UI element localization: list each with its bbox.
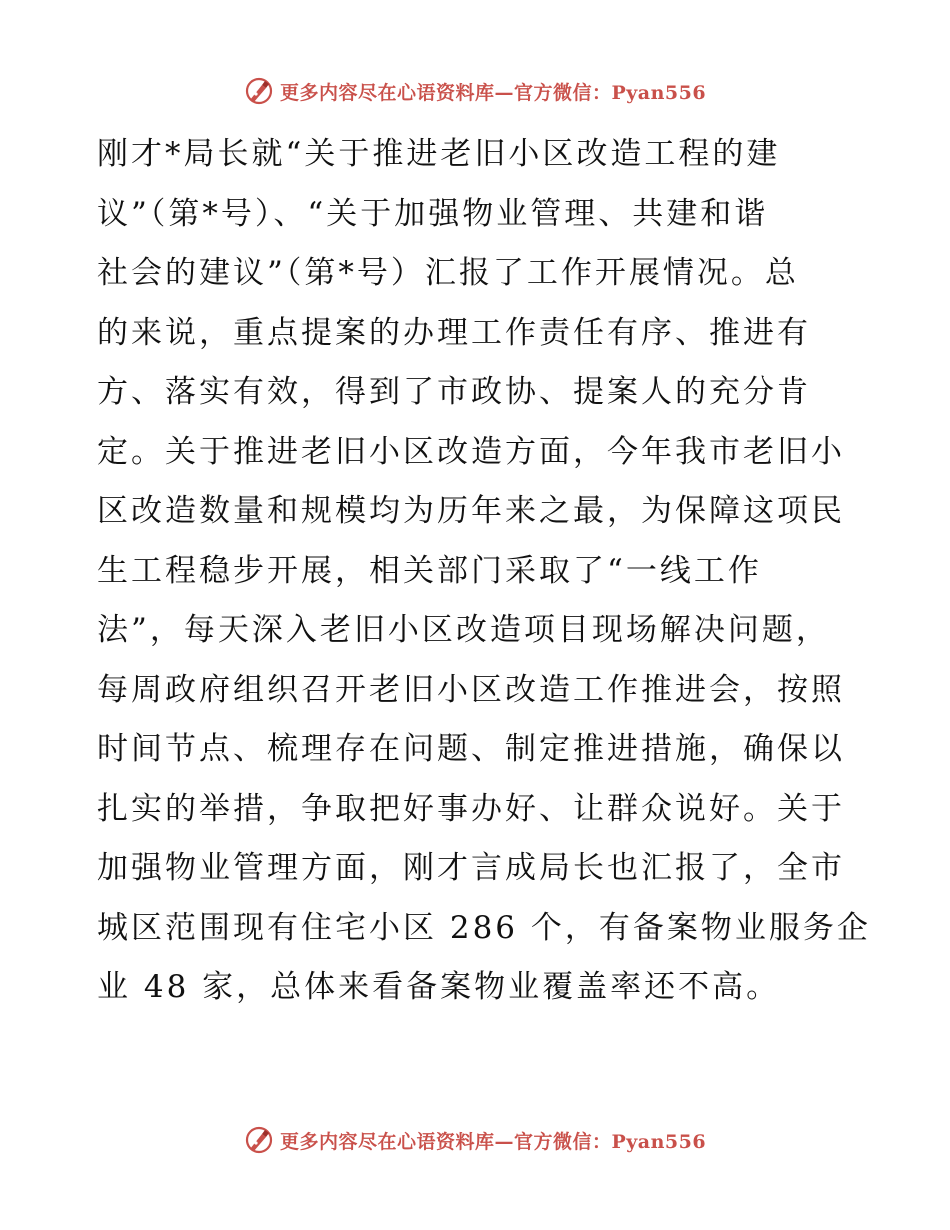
text-line: 业 48 家，总体来看备案物业覆盖率还不高。 [97, 969, 781, 1005]
text-line: 区改造数量和规模均为历年来之最，为保障这项民 [97, 493, 845, 529]
text-line: 社会的建议”（第*号）汇报了工作开展情况。总 [97, 255, 799, 291]
text-line: 每周政府组织召开老旧小区改造工作推进会，按照 [97, 671, 845, 708]
text-line: 刚才*局长就“关于推进老旧小区改造工程的建 [97, 136, 781, 172]
text-line: 时间节点、梳理存在问题、制定推进措施，确保以 [97, 731, 845, 767]
text-line: 城区范围现有住宅小区 286 个，有备案物业服务企 [97, 909, 871, 946]
text-line: 加强物业管理方面，刚才言成局长也汇报了，全市 [97, 850, 845, 886]
watermark-text: 更多内容尽在心语资料库—官方微信：Pyan556 [279, 81, 707, 104]
body-paragraph [97, 125, 871, 1018]
pen-nib-logo-icon [244, 76, 274, 106]
watermark-text: 更多内容尽在心语资料库—官方微信：Pyan556 [279, 1130, 707, 1153]
text-line: 扎实的举措，争取把好事办好、让群众说好。关于 [97, 790, 845, 827]
text-line: 方、落实有效，得到了市政协、提案人的充分肯 [97, 374, 811, 410]
header-watermark-banner [0, 73, 950, 109]
footer-watermark-banner [0, 1122, 950, 1158]
text-line: 生工程稳步开展，相关部门采取了“一线工作 [97, 552, 762, 589]
pen-nib-logo-icon [244, 1125, 274, 1155]
text-line: 议”（第*号）、“关于加强物业管理、共建和谐 [97, 195, 769, 232]
text-line: 法”，每天深入老旧小区改造项目现场解决问题， [97, 612, 830, 648]
text-line: 的来说，重点提案的办理工作责任有序、推进有 [97, 314, 811, 351]
text-line: 定。关于推进老旧小区改造方面，今年我市老旧小 [97, 433, 845, 470]
